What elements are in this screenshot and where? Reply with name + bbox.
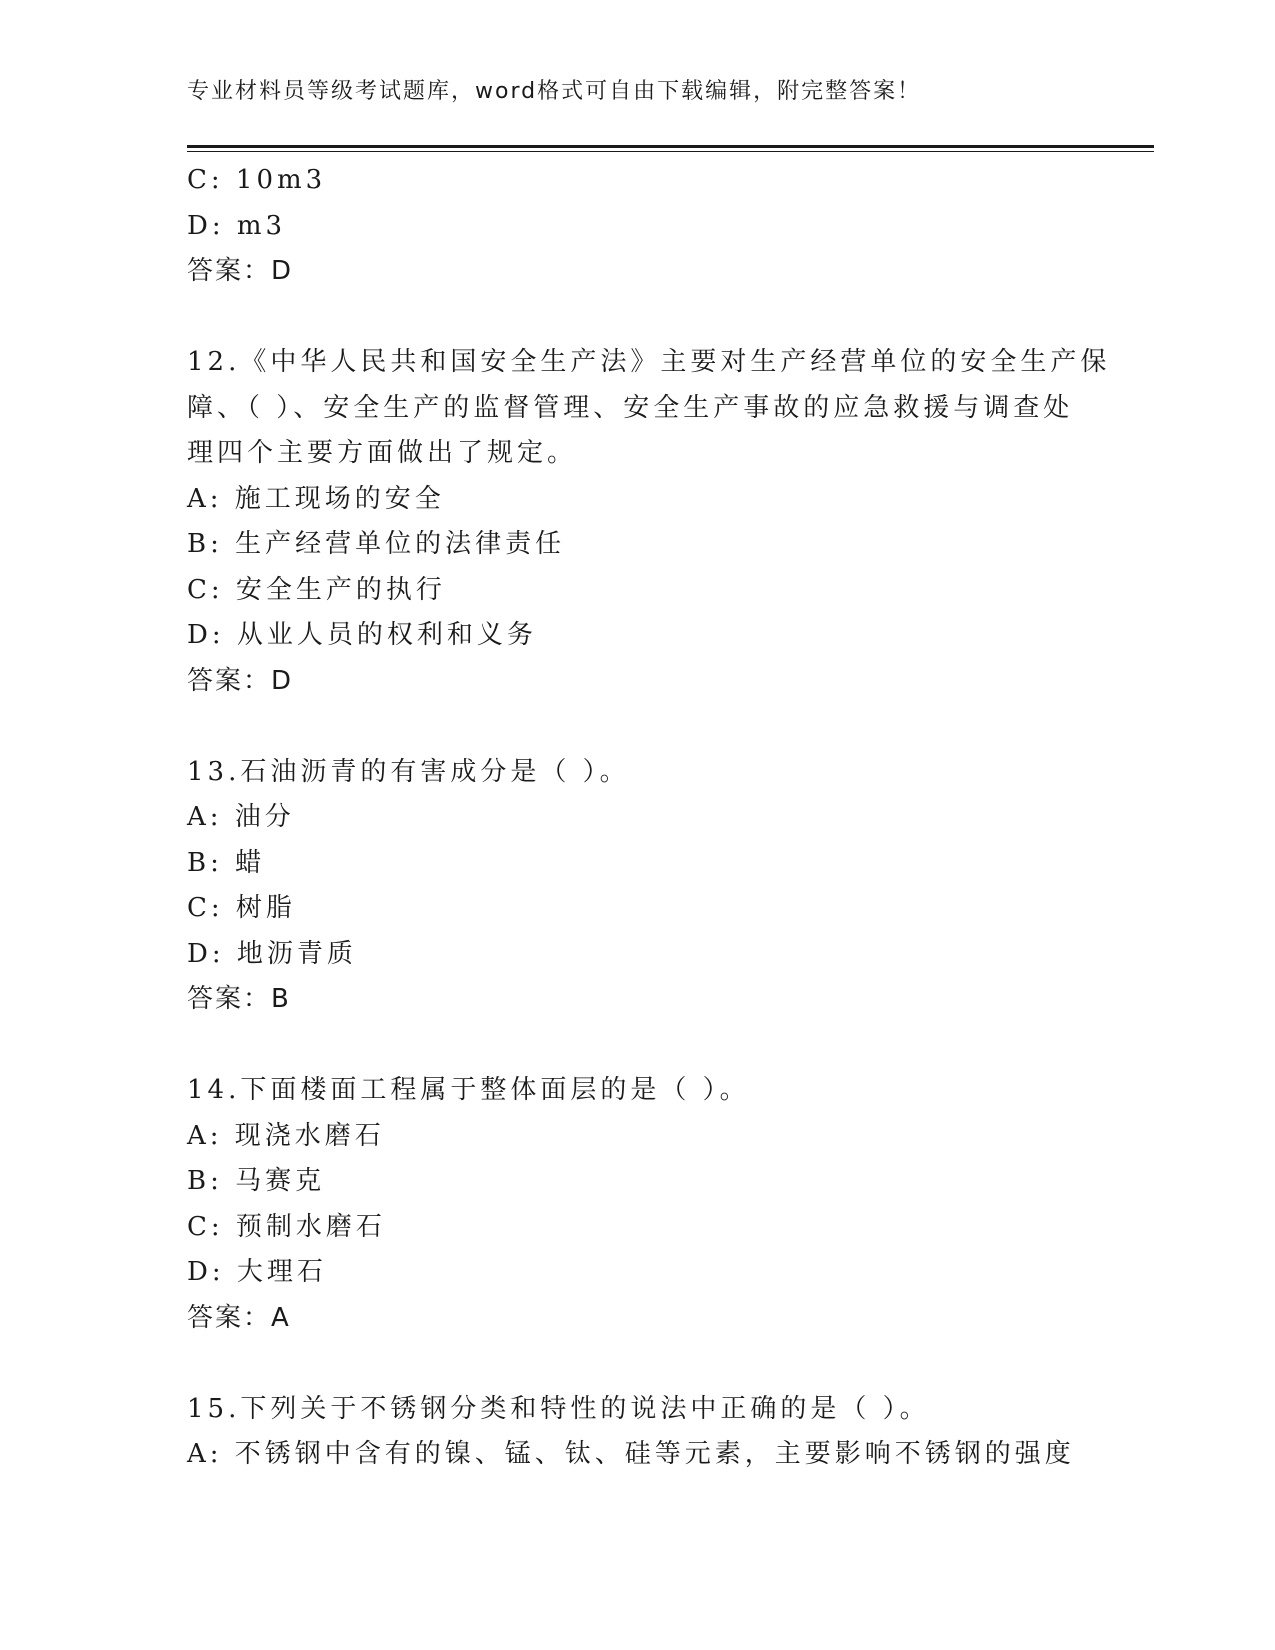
header-rule-thick xyxy=(187,145,1154,148)
answer: 答案：D xyxy=(187,256,294,286)
option-c: C: 安全生产的执行 xyxy=(187,574,446,605)
option-a: A: 施工现场的安全 xyxy=(187,483,445,514)
question-list xyxy=(187,158,1111,1478)
question-stem: 12.《中华人民共和国安全生产法》主要对生产经营单位的安全生产保 xyxy=(187,347,1111,377)
question-stem: 14.下面楼面工程属于整体面层的是（ ）。 xyxy=(187,1075,750,1105)
option-c: C: 预制水磨石 xyxy=(187,1211,386,1242)
option-c: C: 10m3 xyxy=(187,165,327,195)
option-d: D: 从业人员的权利和义务 xyxy=(187,620,537,650)
answer: 答案：D xyxy=(187,665,294,696)
question-stem: 理四个主要方面做出了规定。 xyxy=(187,438,578,468)
option-a: A: 现浇水磨石 xyxy=(187,1120,385,1151)
option-b: B: 生产经营单位的法律责任 xyxy=(187,529,566,559)
question-stem: 13.石油沥青的有害成分是（ ）。 xyxy=(187,756,630,787)
header-rule-thin xyxy=(187,151,1154,152)
question-stem: 15.下列关于不锈钢分类和特性的说法中正确的是（ ）。 xyxy=(187,1393,930,1424)
option-d: D: 大理石 xyxy=(187,1257,327,1287)
option-c: C: 树脂 xyxy=(187,893,296,923)
answer: 答案：A xyxy=(187,1302,291,1333)
option-a: A: 油分 xyxy=(187,802,295,832)
option-d: D: 地沥青质 xyxy=(187,938,357,969)
question-stem: 障、（ ）、安全生产的监督管理、安全生产事故的应急救援与调查处 xyxy=(187,392,1074,423)
answer: 答案：B xyxy=(187,984,291,1014)
option-a: A: 不锈钢中含有的镍、锰、钛、硅等元素，主要影响不锈钢的强度 xyxy=(187,1439,1075,1469)
page-header: 专业材料员等级考试题库，word格式可自由下载编辑，附完整答案！ xyxy=(187,79,922,104)
option-d: D: m3 xyxy=(187,210,287,241)
option-b: B: 马赛克 xyxy=(187,1166,326,1196)
option-b: B: 蜡 xyxy=(187,847,266,878)
